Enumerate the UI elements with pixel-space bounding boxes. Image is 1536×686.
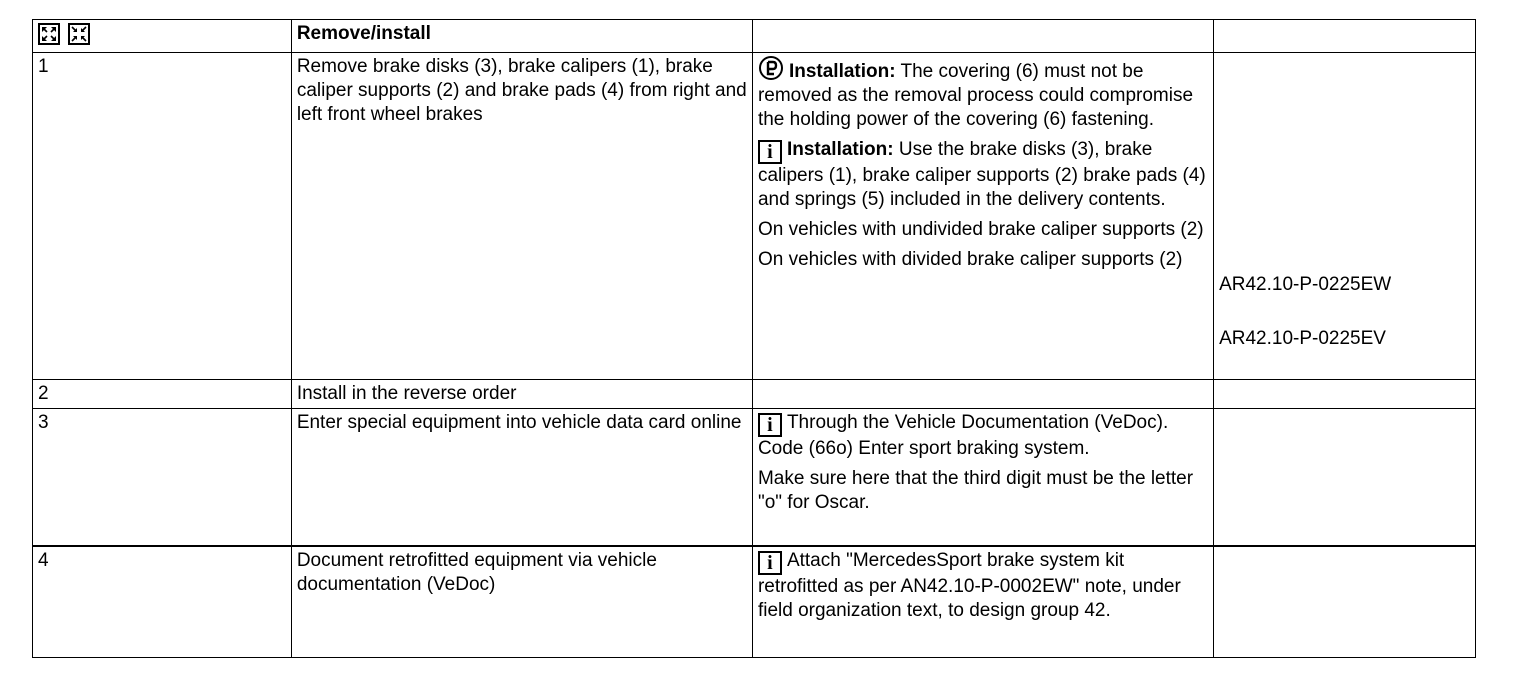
reference-cell [1214,380,1476,409]
step-notes [752,53,1213,380]
step-heading: Remove/install [291,20,752,53]
step-action: Remove brake disks (3), brake calipers (1), brake caliper supports (2) and brake pads (4) from right and left front wheel brakes [291,53,752,380]
note-text: On vehicles with undivided brake caliper supports (2) [757,219,1204,240]
note-label: Installation: [788,61,896,82]
step-number: 4 [33,546,292,658]
note-text: Attach "MercedesSport brake system kit retrofitted as per AN42.10-P-0002EW" note, under field organization text, to design group 42. [757,550,1181,621]
table-row [33,380,1476,409]
collapse-icon[interactable] [68,23,90,45]
info-icon: i [758,140,782,164]
step-notes [752,380,1213,409]
expand-icon[interactable] [38,23,60,45]
step-notes [752,546,1213,658]
info-icon: i [758,551,782,575]
note-label: Installation: [786,139,894,160]
header-row [33,20,1476,53]
note-text: Make sure here that the third digit must be the letter "o" for Oscar. [757,468,1194,513]
note-text: On vehicles with divided brake caliper supports (2) [757,249,1183,270]
note-paragraph [758,55,1209,132]
table-row [33,409,1476,547]
note-paragraph [758,549,1209,623]
procedure-table [32,19,1476,658]
info-icon: i [758,413,782,437]
note-text: Through the Vehicle Documentation (VeDoc). [786,412,1169,433]
step-action: Document retrofitted equipment via vehicle documentation (VeDoc) [291,546,752,658]
header-icons-cell [33,20,292,53]
table-row [33,53,1476,380]
step-action: Install in the reverse order [291,380,752,409]
note-paragraph [758,138,1209,212]
step-notes [752,409,1213,547]
header-empty-cell [752,20,1213,53]
step-number: 2 [33,380,292,409]
table-row [33,546,1476,658]
step-action: Enter special equipment into vehicle data card online [291,409,752,547]
reference-cell [1214,53,1476,380]
note-text: Use the brake disks (3), brake calipers (1), brake caliper supports (2) brake pads (4) and springs (5) included in the delivery contents. [757,139,1206,210]
reference-link[interactable]: AR42.10-P-0225EV [1219,328,1386,349]
warning-note-icon [758,55,784,81]
note-text: The covering (6) must not be removed as the removal process could compromise the holding power of the covering (6) fastening. [757,61,1194,130]
step-number: 1 [33,53,292,380]
reference-cell [1214,409,1476,547]
reference-cell [1214,546,1476,658]
note-text: Code (66o) Enter sport braking system. [757,438,1090,459]
step-number: 3 [33,409,292,547]
reference-link[interactable]: AR42.10-P-0225EW [1219,274,1392,295]
note-paragraph [758,411,1209,437]
header-empty-cell [1214,20,1476,53]
